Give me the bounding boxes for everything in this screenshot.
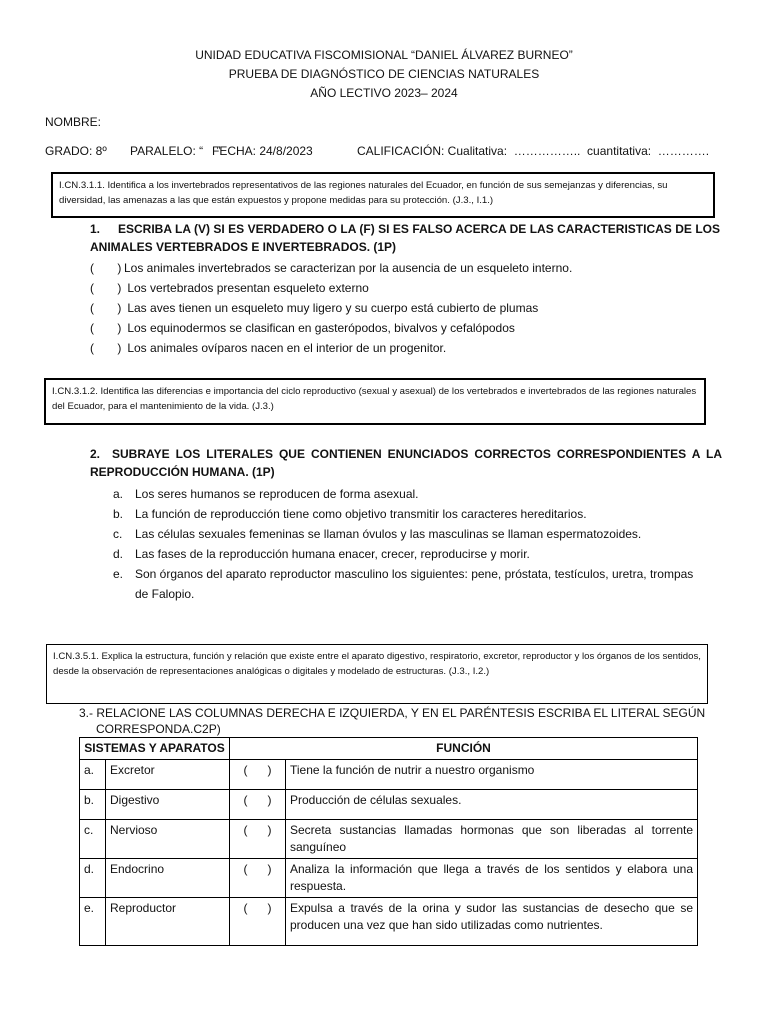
statement-text: Los vertebrados presentan esqueleto externo (124, 281, 369, 295)
item-letter: e. (113, 567, 124, 581)
statement-text: Los animales ovíparos nacen en el interior de un progenitor. (124, 341, 447, 355)
statement-text: Las células sexuales femeninas se llaman óvulos y las masculinas se llaman espermatozoides. (135, 527, 642, 541)
row-letter: d. (80, 859, 106, 898)
column-header-systems: SISTEMAS Y APARATOS (80, 738, 230, 760)
matching-table (79, 737, 698, 946)
table-header-row (80, 738, 698, 760)
answer-blank[interactable]: ( ) (230, 898, 286, 946)
school-name: UNIDAD EDUCATIVA FISCOMISIONAL “DANIEL ÁLVAREZ BURNEO” (195, 48, 573, 62)
question-1-number: 1. (90, 222, 101, 236)
list-item[interactable] (113, 564, 698, 604)
row-system: Digestivo (106, 790, 230, 820)
answer-blank[interactable]: ( ) (230, 790, 286, 820)
row-letter: a. (80, 760, 106, 790)
list-item[interactable] (113, 504, 698, 524)
fecha-label: FECHA: 24/8/2023 (212, 144, 313, 158)
answer-blank[interactable]: ( ) (230, 760, 286, 790)
question-2-text: SUBRAYE LOS LITERALES QUE CONTIENEN ENUNCIADOS CORRECTOS CORRESPONDIENTES A LA REPRODUCCIÓN HUMANA. (1P) (90, 447, 722, 479)
row-function: Analiza la información que llega a través de los sentidos y elabora una respuesta. (286, 859, 698, 898)
item-letter: c. (113, 527, 123, 541)
row-system: Excretor (106, 760, 230, 790)
list-item (90, 281, 730, 301)
question-3-title-cont: CORRESPONDA.C2P) (96, 722, 221, 736)
question-2-number: 2. (90, 447, 101, 461)
answer-blank[interactable]: ( ) (230, 820, 286, 859)
row-system: Nervioso (106, 820, 230, 859)
row-letter: c. (80, 820, 106, 859)
list-item[interactable] (113, 524, 698, 544)
indicator-text-3: I.CN.3.5.1. Explica la estructura, función y relación que existe entre el aparato digestivo, respiratorio, excretor, reproductor y los órganos de los sentidos, desde la observación de representaciones analógicas o digitales y modelado de estructuras. (J.3., I.2.) (53, 651, 701, 677)
statement-text: Los seres humanos se reproducen de forma asexual. (135, 487, 419, 501)
indicator-box-3 (46, 644, 708, 704)
row-letter: e. (80, 898, 106, 946)
answer-blank[interactable]: ( ) (90, 261, 122, 275)
answer-blank[interactable]: ( ) (230, 859, 286, 898)
indicator-box-2 (44, 378, 706, 425)
answer-blank[interactable]: ( ) (90, 301, 122, 315)
row-system: Endocrino (106, 859, 230, 898)
row-system: Reproductor (106, 898, 230, 946)
question-3-title: 3.- RELACIONE LAS COLUMNAS DERECHA E IZQUIERDA, Y EN EL PARÉNTESIS ESCRIBA EL LITERAL SEGÚN (79, 706, 706, 720)
table-row (80, 898, 698, 946)
column-header-function: FUNCIÓN (230, 738, 698, 760)
school-year: AÑO LECTIVO 2023– 2024 (310, 86, 458, 100)
question-2-title (90, 445, 722, 481)
list-item[interactable] (113, 484, 698, 504)
answer-blank[interactable]: ( ) (90, 321, 122, 335)
item-letter: a. (113, 487, 124, 501)
statement-text: Los animales invertebrados se caracterizan por la ausencia de un esqueleto interno. (124, 261, 573, 275)
table-row (80, 859, 698, 898)
question-1-list (90, 261, 730, 361)
question-1-text: ESCRIBA LA (V) SI ES VERDADERO O LA (F) SI ES FALSO ACERCA DE LAS CARACTERISTICAS DE LOS ANIMALES VERTEBRADOS E INVERTEBRADOS. (1P) (90, 222, 720, 254)
list-item (90, 321, 730, 341)
question-2-list (113, 484, 698, 604)
row-function: Expulsa a través de la orina y sudor las sustancias de desecho que se producen una vez que han sido utilizadas como nutrientes. (286, 898, 698, 946)
paralelo-label: PARALELO: “ ” (130, 144, 221, 158)
table-row (80, 760, 698, 790)
statement-text: Las fases de la reproducción humana enacer, crecer, reproducirse y morir. (135, 547, 530, 561)
test-title: PRUEBA DE DIAGNÓSTICO DE CIENCIAS NATURALES (228, 67, 540, 81)
list-item (90, 301, 730, 321)
statement-text: La función de reproducción tiene como objetivo transmitir los caracteres hereditarios. (135, 507, 587, 521)
statement-text: Son órganos del aparato reproductor masculino los siguientes: pene, próstata, testículos, uretra, trompas de Falopio. (135, 567, 694, 601)
answer-blank[interactable]: ( ) (90, 341, 122, 355)
question-1-title (90, 220, 720, 256)
list-item[interactable] (113, 544, 698, 564)
calificacion-label: CALIFICACIÓN: Cualitativa: …………….. cuantitativa: …………. (357, 144, 710, 158)
grado-label: GRADO: 8º (45, 144, 107, 158)
list-item (90, 261, 730, 281)
indicator-box-1 (51, 172, 715, 218)
row-function: Producción de células sexuales. (286, 790, 698, 820)
statement-text: Las aves tienen un esqueleto muy ligero y su cuerpo está cubierto de plumas (124, 301, 539, 315)
item-letter: b. (113, 507, 124, 521)
indicator-text-1: I.CN.3.1.1. Identifica a los invertebrados representativos de las regiones naturales del Ecuador, en función de sus semejanzas y diferencias, su diversidad, las amenazas a las que están expuestos y propone medidas para su protección. (J.3., I.1.) (59, 180, 668, 206)
row-function: Tiene la función de nutrir a nuestro organismo (286, 760, 698, 790)
list-item (90, 341, 730, 361)
item-letter: d. (113, 547, 124, 561)
row-function: Secreta sustancias llamadas hormonas que son liberadas al torrente sanguíneo (286, 820, 698, 859)
indicator-text-2: I.CN.3.1.2. Identifica las diferencias e importancia del ciclo reproductivo (sexual y asexual) de los vertebrados e invertebrados de las regiones naturales del Ecuador, para el mantenimiento de la vida. (J.3.) (52, 386, 697, 412)
statement-text: Los equinodermos se clasifican en gasterópodos, bivalvos y cefalópodos (124, 321, 515, 335)
nombre-label: NOMBRE: (45, 115, 102, 129)
table-row (80, 790, 698, 820)
table-row (80, 820, 698, 859)
row-letter: b. (80, 790, 106, 820)
answer-blank[interactable]: ( ) (90, 281, 122, 295)
